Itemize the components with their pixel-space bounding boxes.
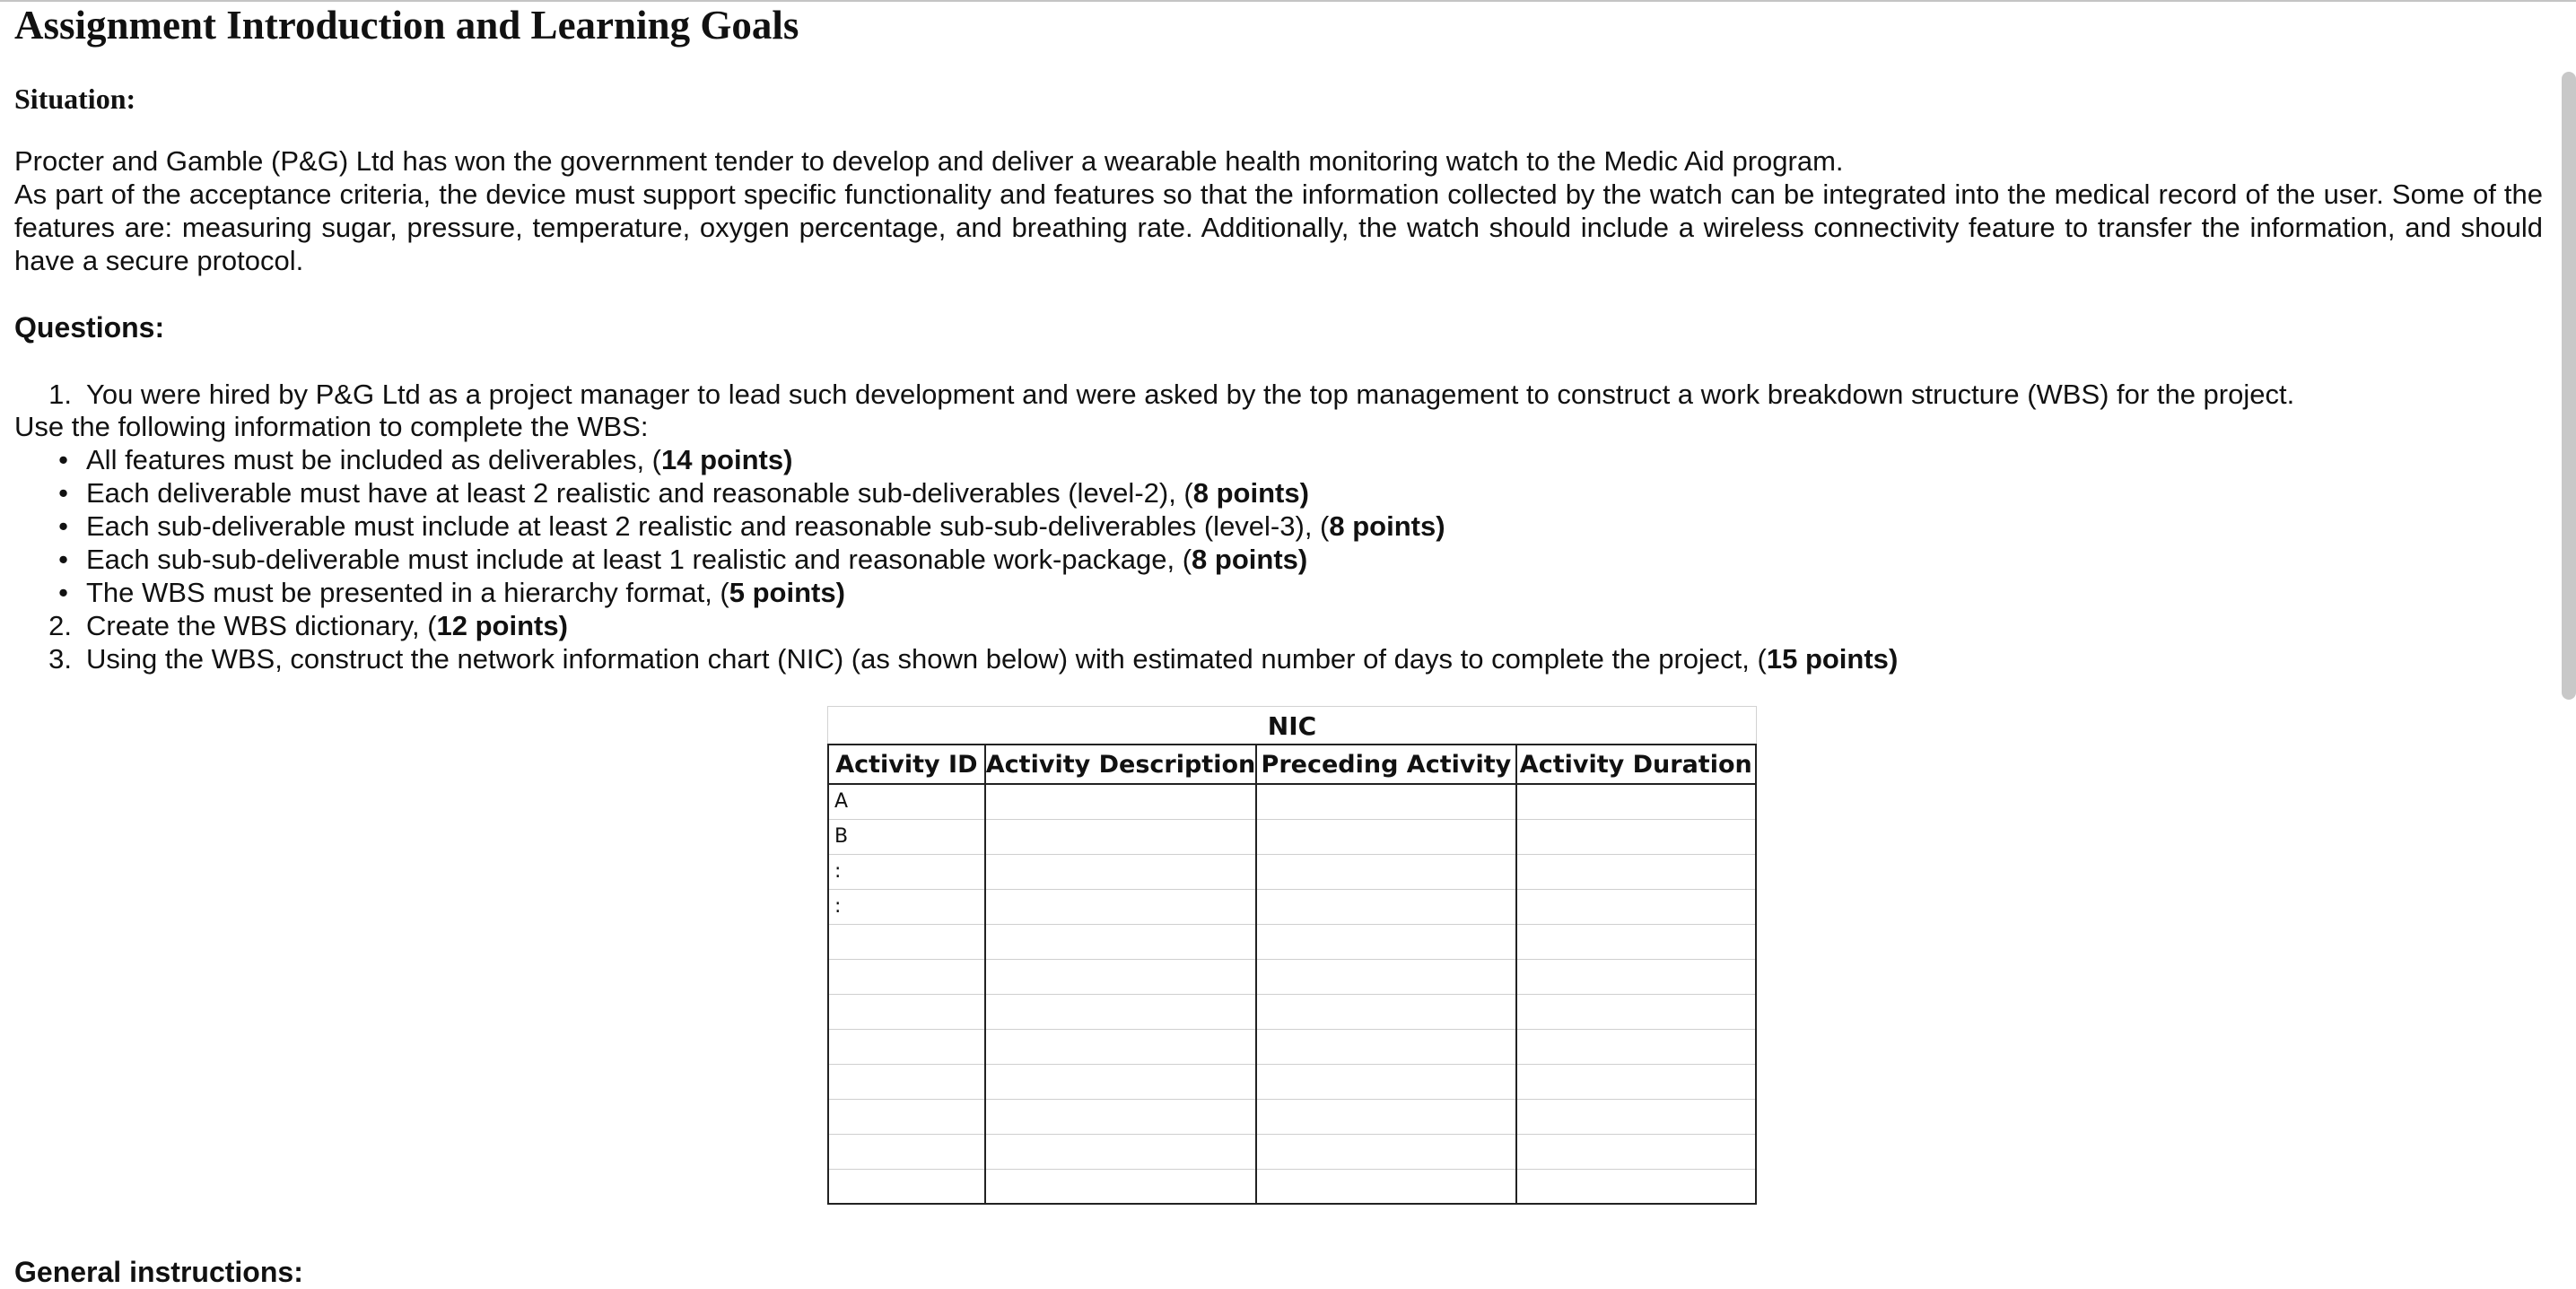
table-cell	[828, 1134, 985, 1169]
table-row	[828, 924, 1756, 959]
nic-header-cell: Activity ID	[828, 745, 985, 784]
table-cell	[985, 1134, 1256, 1169]
table-cell	[1516, 1064, 1756, 1099]
table-row	[828, 1169, 1756, 1204]
table-cell	[985, 959, 1256, 994]
question-2-close: )	[558, 610, 568, 641]
table-cell: A	[828, 784, 985, 819]
table-cell	[1256, 924, 1515, 959]
table-cell	[828, 1029, 985, 1064]
table-cell	[1256, 854, 1515, 889]
table-cell	[1516, 1134, 1756, 1169]
table-cell	[828, 1099, 985, 1134]
question-2	[14, 609, 568, 642]
table-cell	[1516, 994, 1756, 1029]
table-cell: B	[828, 819, 985, 854]
table-cell	[1516, 1169, 1756, 1204]
question-1-number: 1.	[48, 379, 72, 410]
question-3-text: Using the WBS, construct the network information chart (NIC) (as shown below) with estimated number of days to complete the project, (	[86, 643, 1767, 675]
table-cell	[1516, 784, 1756, 819]
bullet-points: 8 points	[1329, 510, 1436, 542]
table-cell	[985, 889, 1256, 924]
bullet-points: 8 points	[1192, 477, 1300, 509]
table-row	[828, 784, 1756, 819]
question-1-text: You were hired by P&G Ltd as a project manager to lead such development and were asked by the top management to construct a work breakdown structure (WBS) for the project.	[86, 379, 2295, 410]
table-cell	[985, 854, 1256, 889]
table-cell	[1256, 819, 1515, 854]
bullet-text: Each sub-deliverable must include at least 2 realistic and reasonable sub-sub-deliverables (level-3), (	[86, 510, 1330, 542]
questions-label: Questions:	[14, 311, 165, 344]
bullet-item	[14, 476, 1309, 510]
table-cell	[985, 1099, 1256, 1134]
table-cell	[1516, 1099, 1756, 1134]
table-row	[828, 1134, 1756, 1169]
table-cell	[1516, 889, 1756, 924]
table-cell	[828, 1064, 985, 1099]
nic-header-cell: Activity Description	[985, 745, 1256, 784]
nic-table	[827, 744, 1757, 1205]
table-row	[828, 1029, 1756, 1064]
bullet-text: All features must be included as deliverables, (	[86, 444, 661, 475]
table-row	[828, 994, 1756, 1029]
table-cell	[1256, 1134, 1515, 1169]
table-row	[828, 819, 1756, 854]
table-cell	[1256, 1169, 1515, 1204]
table-cell	[828, 1169, 985, 1204]
table-cell	[985, 784, 1256, 819]
table-cell	[1516, 819, 1756, 854]
table-cell	[985, 1064, 1256, 1099]
bullet-close: )	[1299, 477, 1309, 509]
nic-header-row	[828, 745, 1756, 784]
bullet-text: The WBS must be presented in a hierarchy format, (	[86, 577, 729, 608]
table-cell	[1256, 1029, 1515, 1064]
situation-label: Situation:	[14, 83, 136, 115]
question-2-points: 12 points	[436, 610, 559, 641]
table-cell: :	[828, 889, 985, 924]
table-cell	[1516, 1029, 1756, 1064]
table-cell	[828, 959, 985, 994]
table-cell: :	[828, 854, 985, 889]
bullet-points: 5 points	[729, 577, 836, 608]
table-cell	[1256, 1064, 1515, 1099]
nic-title: NIC	[827, 706, 1757, 745]
nic-table-body	[828, 784, 1756, 1204]
table-cell	[1516, 854, 1756, 889]
bullet-text: Each deliverable must have at least 2 realistic and reasonable sub-deliverables (level-2), (	[86, 477, 1193, 509]
bullet-item	[14, 510, 1445, 543]
table-cell	[828, 994, 985, 1029]
table-cell	[985, 994, 1256, 1029]
bullet-close: )	[783, 444, 793, 475]
use-info-line: Use the following information to complete the WBS:	[14, 411, 649, 442]
table-cell	[1256, 959, 1515, 994]
nic-header-cell: Preceding Activity	[1256, 745, 1515, 784]
situation-paragraph-1: Procter and Gamble (P&G) Ltd has won the government tender to develop and deliver a wearable health monitoring watch to the Medic Aid program.	[14, 145, 1844, 177]
question-2-number: 2.	[48, 610, 72, 641]
table-cell	[1256, 994, 1515, 1029]
bullet-icon: •	[58, 510, 68, 542]
table-cell	[1256, 784, 1515, 819]
bullet-item	[14, 543, 1307, 576]
bullet-icon: •	[58, 477, 68, 509]
situation-paragraph-2: As part of the acceptance criteria, the device must support specific functionality and features so that the information collected by the watch can be integrated into the medical record of the user. Some of the features are: measuring sugar, pressure, temperature, oxygen percentage, and breathing rate. Additionally, the watch should include a wireless connectivity feature to transfer the information, and should have a secure protocol.	[14, 179, 2543, 276]
bullet-close: )	[1297, 544, 1308, 575]
question-3-number: 3.	[48, 643, 72, 675]
table-cell	[985, 819, 1256, 854]
table-cell	[1256, 889, 1515, 924]
bullet-item	[14, 443, 792, 476]
table-cell	[985, 1029, 1256, 1064]
page-title: Assignment Introduction and Learning Goals	[14, 3, 799, 48]
bullet-icon: •	[58, 444, 68, 475]
bullet-close: )	[1436, 510, 1445, 542]
table-row	[828, 889, 1756, 924]
nic-header-cell: Activity Duration	[1516, 745, 1756, 784]
question-1	[14, 378, 2294, 411]
table-row	[828, 1064, 1756, 1099]
bullet-item	[14, 576, 845, 609]
table-cell	[828, 924, 985, 959]
bullet-points: 8 points	[1192, 544, 1298, 575]
table-cell	[1256, 1099, 1515, 1134]
table-row	[828, 959, 1756, 994]
nic-table-image	[827, 706, 1757, 1222]
bullet-close: )	[835, 577, 845, 608]
bullet-points: 14 points	[661, 444, 784, 475]
question-3-points: 15 points	[1766, 643, 1889, 675]
scrollbar-thumb[interactable]	[2562, 72, 2576, 700]
table-cell	[985, 924, 1256, 959]
table-row	[828, 854, 1756, 889]
table-cell	[1516, 924, 1756, 959]
bullet-icon: •	[58, 544, 68, 575]
question-3-close: )	[1888, 643, 1899, 675]
bullet-icon: •	[58, 577, 68, 608]
general-instructions-label: General instructions:	[14, 1256, 303, 1288]
question-2-text: Create the WBS dictionary, (	[86, 610, 437, 641]
situation-text	[14, 144, 2543, 277]
table-cell	[1516, 959, 1756, 994]
table-cell	[985, 1169, 1256, 1204]
bullet-text: Each sub-sub-deliverable must include at least 1 realistic and reasonable work-package, (	[86, 544, 1192, 575]
table-row	[828, 1099, 1756, 1134]
question-3	[14, 642, 1898, 675]
